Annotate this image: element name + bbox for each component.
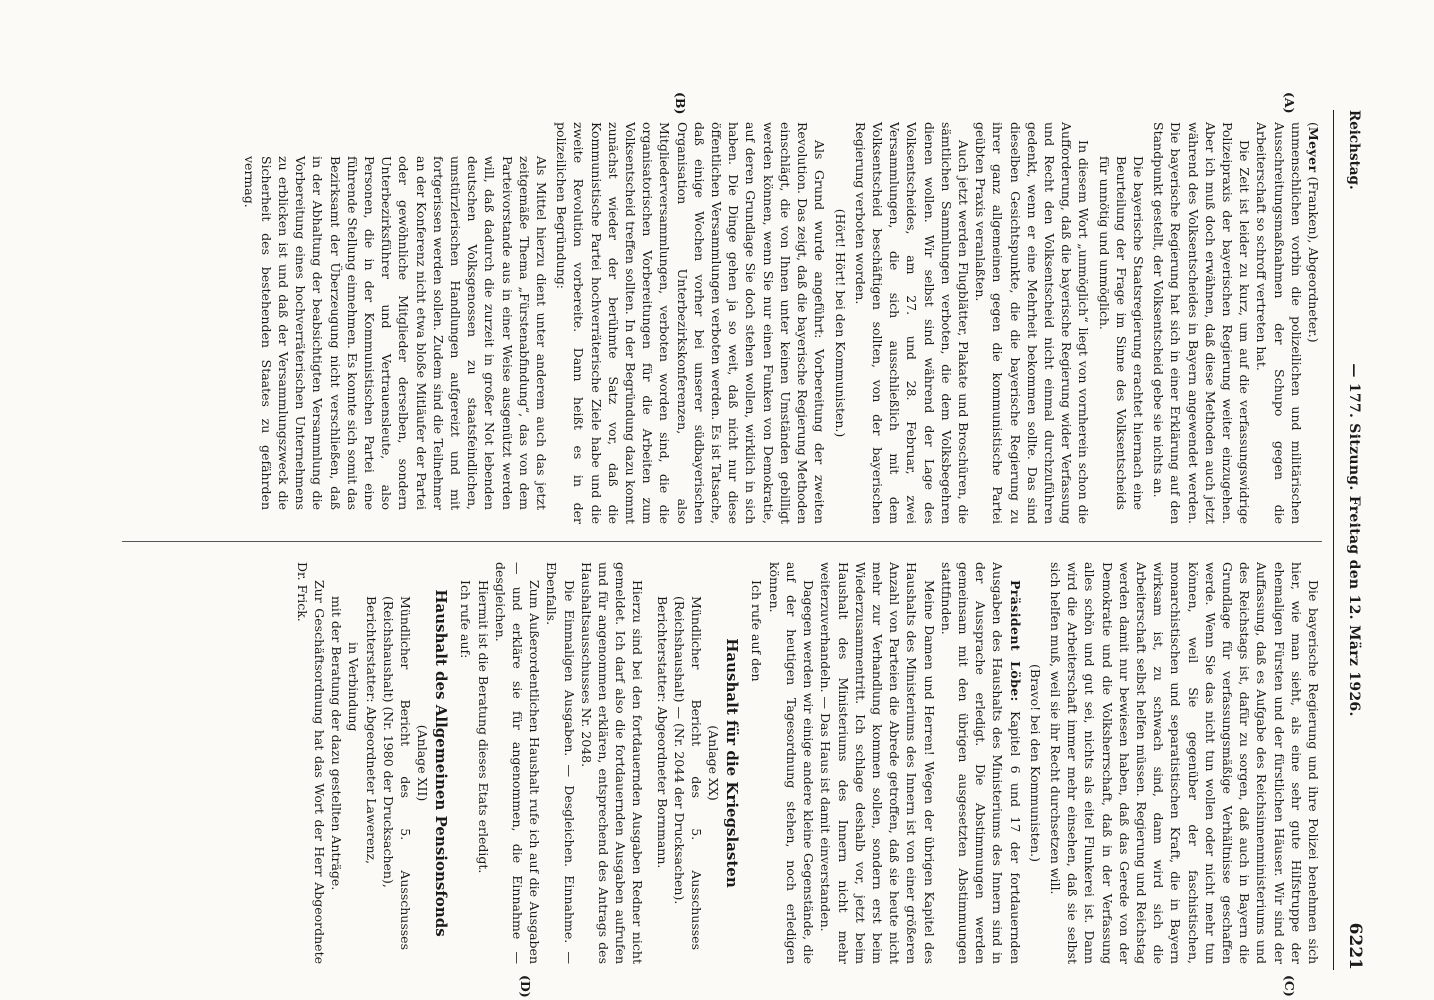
annex-label: (Anlage XII) [415,724,431,802]
quotation: Die bayerische Staatsregierung erachtet hiernach eine Beurteilung der Frage im Sinne des Volksentscheids für unnötig und unmöglich. [1096,156,1146,510]
paragraph: In diesem Wort „unmöglich“ liegt von vornherein schon die Aufforderung, daß die bayerische Regierung wider Verfassung und Recht den Volksentscheid nicht einmal durchzuführen gedenkt, wenn er eine Mehrheit bekommen sollte. Das sind dieselben Gesichtspunkte, die die bayerische Regierung zu ihrer ganz allgemeinen gegen die kommunistische Partei geübten Praxis veranlaßten. [973,122,1092,524]
margin-marker-a: (A) [1282,92,1297,114]
paragraph: Die Zeit ist leider zu kurz, um auf die verfassungswidrige Polizeipraxis der bayerischen Regierung weiter einzugehen. Aber ich muß doch erwähnen, daß diese Methoden auch jetzt während des Volksentscheides in Bayern angewendet werden. Die bayerische Regierung hat sich in einer Erklärung auf den Standpunkt gestellt, der Volksentscheid gebe sie nichts an. [1151,122,1253,524]
paragraph: Zum Außerordentlichen Haushalt rufe ich auf die Ausgaben — und erkläre sie für angenommen, die Einnahme — desgleichen. [492,562,543,964]
page-number: 6221 [1345,922,1365,970]
header-session-date: — 177. Sitzung. Freitag den 12. März 1926. [1346,363,1362,717]
margin-marker-b: (B) [673,92,688,115]
speaker-note: (Franken), Abgeordneter.) [1306,176,1321,343]
connector-text: in Verbindung [346,642,362,732]
page-header [1333,110,1364,970]
paragraph: Auch jetzt werden Flugblätter, Plakate und Broschüren, die sämtlichen Sammlungen verboten, die dem Volksbegehren dienen wollen. Wir selbst sind während der Lage des Volksentscheides, am 27. und 28. Februar, zwei Versammlungen, die sich ausschließlich mit dem Volksentscheid beschäftigen sollten, von der bayerischen Regierung verboten worden. [852,122,971,524]
rapporteur: Berichterstatter: Abgeordneter Bornmann. [654,596,670,869]
left-column [112,122,1322,524]
annex-label: (Anlage XX) [706,725,722,801]
rapporteur: Berichterstatter: Abgeordneter Lawerenz, [363,596,379,865]
paragraph: Dagegen werden wir einige andere kleine Gegenstände, die auf der heutigen Tagesordnung stehen, noch erledigen können. [766,562,817,964]
paragraph: Die Einmaligen Ausgaben. — Desgleichen. Einnahme. — Ebenfalls. [544,562,577,964]
section-heading: Haushalt für die Kriegslasten [723,638,742,888]
paragraph: Als Grund wurde angeführt: Vorbereitung der zweiten Revolution. Das zeigt, daß die bayerische Regierung Methoden einschlägt, die von Ihnen unter keinen Umständen gebilligt werden können, wenn Sie nur einen Funken von Demokratie, auf deren Grundlage Sie doch stehen wollen, wirklich in sich haben. Die Dinge gehen ja so weit, daß nicht nur diese öffentlichen Versammlungen verboten werden. Es ist Tatsache, daß einige Wochen vorher bei unserer südbayerischen Organisation Unterbezirkskonferenzen, also Mitgliederversammlungen, verboten worden sind, die die organisatorischen Vorbereitungen für die Arbeiten zum Volksentscheid treffen sollten. In der Begründung dazu kommt zunächst wieder der berühmte Satz vor, daß die Kommunistische Partei hochverräterische Ziele habe und die zweite Revolution vorbereite. Dann heißt es in der polizeilichen Begründung: [554,122,828,524]
paragraph: Hiermit ist die Beratung dieses Etats erledigt. [475,580,491,874]
paragraph-text: Kapitel 6 und 17 der fortdauernden Ausgaben des Haushalts des Ministeriums des Innern sind in der Aussprache erledigt. Die Abstimmungen werden gemeinsam mit den übrigen ausgesetzten Abstimmungen stattfinden. [938,562,1023,964]
report-reference: Mündlicher Bericht des 5. Ausschusses (Reichshaushalt) (Nr. 1980 der Drucksachen), [380,596,414,950]
interjection: (Hört! Hört! bei den Kommunisten.) [832,208,848,438]
interjection: (Bravo! bei den Kommunisten.) [1027,664,1043,862]
margin-marker-d: (D) [518,975,533,998]
header-left: Reichstag. [1346,110,1362,190]
president-statement [938,562,1024,964]
paragraph: Hierzu sind bei den fortdauernden Ausgaben Redner nicht gemeldet. Ich darf also die fortdauernden Ausgaben aufrufen und für angenommen erklären, entsprechend des Antrags des Haushaltsausschusses Nr. 2048. [578,562,646,964]
paragraph: unmenschlichen vorbin die polizeilichen und militärischen Ausschreitungsmaßnahmen der Schupo gegen die Arbeiterschaft so schroff vertreten hat. [1254,122,1304,524]
paragraph: Meine Damen und Herren! Wegen der übrigen Kapitel des Haushalts des Ministeriums des Innern ist von einer größeren Anzahl von Parteien die Abrede getroffen, daß sie heute nicht mehr zur Verhandlung kommen sollen, sondern erst beim Wiederzusammentritt. Ich schlage deshalb vor, jetzt beim Haushalt des Ministeriums des Innern nicht mehr weiterzuverhandeln. — Das Haus ist damit einverstanden. [818,562,937,964]
speaker-line: (Meyer (Franken), Abgeordneter.) [1306,122,1321,343]
column-divider [122,541,1322,542]
speaker-name: Meyer [1306,126,1321,173]
report-reference: Mündlicher Bericht des 5. Ausschusses (Reichshaushalt) — (Nr. 2044 der Drucksachen). [671,596,705,950]
quotation: Als Mittel hierzu dient unter anderem auch das jetzt zeitgemäße Thema „Fürstenabfindung“, das von dem Parteivorstande aus in einer Weise ausgenützt werden will, daß dadurch die zurzeit in großer Not lebenden deutschen Volksgenossen zu staatsfeindlichen, umstürzlerischen Handlungen aufgereizt und mit fortgerissen werden sollen. Zudem sind die Teilnehmer an der Konferenz nicht etwa bloße Mitläufer der Partei oder gewöhnliche Mitglieder derselben, sondern Unterbezirksführer und Vertrauensleute, also Personen, die in der Kommunistischen Partei eine führende Stellung einnehmen. Es konnte sich somit das Bezirksamt der Überzeugung nicht verschließen, daß in der Abhaltung der beabsichtigten Versammlung die Vorbereitung eines hochverräterischen Unternehmens zu erblicken ist und daß der Versammlungszweck die Sicherheit des bestehenden Staates zu gefährden vermag. [241,156,550,510]
speaker-name: Präsident Löbe: [1007,580,1023,702]
section-heading: Haushalt des Allgemeinen Pensionsfonds [432,589,451,937]
right-column [112,562,1322,964]
margin-marker-c: (C) [1282,975,1297,997]
paragraph: Ich rufe auf: [458,580,474,659]
paragraph: Ich rufe auf den [749,580,765,682]
paragraph: mit der Beratung der dazu gestellten Anträge. [329,596,345,891]
paragraph: Die bayerische Regierung und ihre Polizei benehmen sich hier, wie man sieht, als eine sehr gute Hilfstruppe der ehemaligen Fürsten und der fürstlichen Häuser. Wir sind der Auffassung, daß es Aufgabe des Reichsinnenministeriums und des Reichstags ist, dafür zu sorgen, daß auch in Bayern die Grundlage für verfassungsmäßige Verhältnisse geschaffen werde. Wenn Sie das nicht tun wollen oder nicht mehr tun können, weil Sie gegenüber der faschistischen, monarchistischen und separatistischen Kraft, die in Bayern wirksam ist, zu schwach sind, dann wird sich die Arbeiterschaft selbst helfen müssen. Regierung und Reichstag werden damit nur bewiesen haben, daß das Gerede von der Demokratie und die Volksherrschaft, daß in der Verfassung alles schön und gut sei, nichts als eitel Flunkerei ist. Dann wird die Arbeiterschaft immer mehr einsehen, daß sie selbst sich helfen muß, weil sie ihr Recht durchsetzen will. [1047,562,1321,964]
paragraph: Zur Geschäftsordnung hat das Wort der Herr Abgeordnete Dr. Frick. [294,562,328,964]
